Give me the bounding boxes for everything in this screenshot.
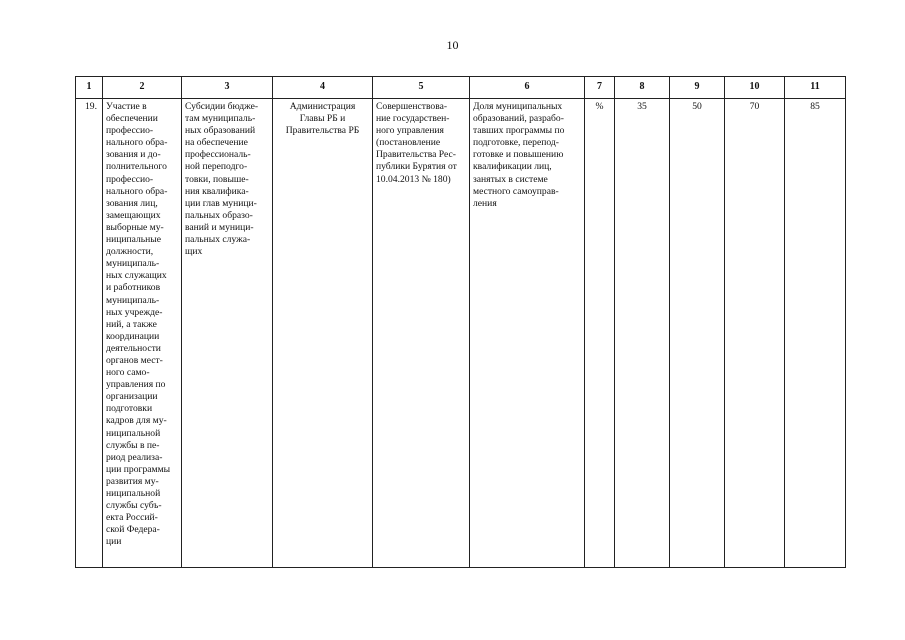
column-header: 1 [76, 77, 103, 99]
indicator-cell: Доля муниципальных образований, разрабо- тавших программы по подготовке, перепод- готовке и повышению квалификации лиц, занятых в системе местного самоуправ- ления [470, 99, 585, 568]
value-cell-9: 50 [670, 99, 725, 568]
table-header-row [76, 77, 846, 99]
value-cell-10: 70 [725, 99, 785, 568]
column-header: 11 [785, 77, 846, 99]
column-header: 3 [182, 77, 273, 99]
column-header: 10 [725, 77, 785, 99]
column-header: 9 [670, 77, 725, 99]
value-cell-8: 35 [615, 99, 670, 568]
column-header: 5 [373, 77, 470, 99]
row-number-cell: 19. [76, 99, 103, 568]
executor-cell: Администрация Главы РБ и Правительства РБ [273, 99, 373, 568]
document-table [75, 76, 846, 568]
table-row [76, 99, 846, 568]
column-header: 6 [470, 77, 585, 99]
column-header: 8 [615, 77, 670, 99]
column-header: 2 [103, 77, 182, 99]
program-cell: Совершенствова- ние государствен- ного управления (постановление Правительства Рес- публики Бурятия от 10.04.2013 № 180) [373, 99, 470, 568]
column-header: 7 [585, 77, 615, 99]
value-cell-11: 85 [785, 99, 846, 568]
funding-cell: Субсидии бюдже- там муниципаль- ных образований на обеспечение профессиональ- ной переподго- товки, повыше- ния квалифика- ции глав муници- пальных образо- ваний и муници- пальных служа- щих [182, 99, 273, 568]
unit-cell: % [585, 99, 615, 568]
page-number: 10 [446, 38, 459, 52]
activity-cell: Участие в обеспечении профессио- нального обра- зования и до- полнительного профессио- нального обра- зования лиц, замещающих выборные му- ниципальные должности, муниципаль- ных служащих и работников муниципаль- ных учрежде- ний, а также координации деятельности органов мест- ного само- управления по организации подготовки кадров для му- ниципальной службы в пе- риод реализа- ции программы развития му- ниципальной службы субъ- екта Россий- ской Федера- ции [103, 99, 182, 568]
column-header: 4 [273, 77, 373, 99]
